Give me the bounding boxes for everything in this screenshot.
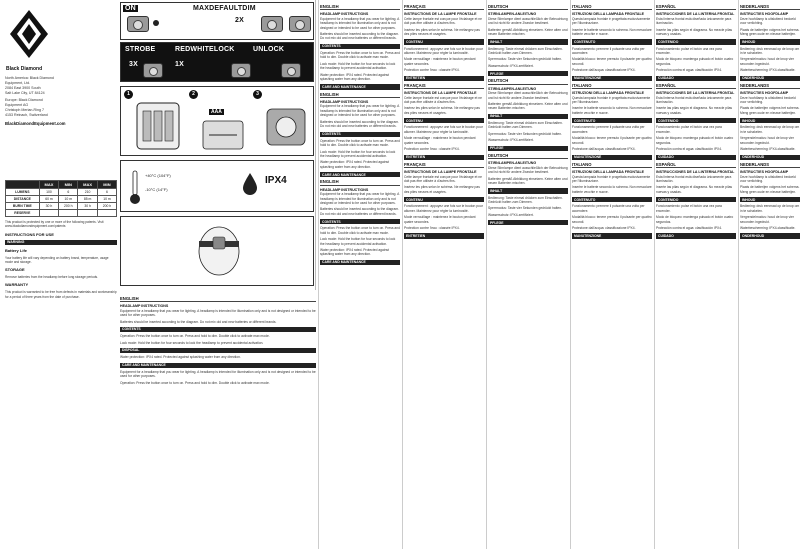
column-paragraph: Protección contra el agua: clasificación IPX4.: [656, 68, 722, 73]
column-paragraph: Cette lampe frontale est conçue pour l'éclairage et ne doit pas être utilisée à d'autres fins.: [404, 16, 482, 26]
column-divider: [318, 0, 319, 549]
table-cell: 200 h: [59, 203, 78, 210]
section-bar: CONTENU: [404, 118, 484, 123]
column-title: INSTRUCTIONS DE LA LAMPE FRONTALE: [404, 170, 477, 175]
column-paragraph: Vergrendelmodus: houd de knop vier seconden ingedrukt.: [740, 57, 794, 66]
column-paragraph: Equipment for a headlamp that you wear for lighting. A headlamp is intended for illumination only and is not designed or intended to be used for other purposes.: [120, 369, 316, 379]
language-heading: FRANÇAIS: [404, 163, 484, 168]
column-paragraph: Cette lampe frontale est conçue pour l'éclairage et ne doit pas être utilisée à d'autres fins.: [404, 174, 482, 183]
headlamp-illustration: [289, 16, 311, 32]
column-paragraph: Bediening: druk eenmaal op de knop om in te schakelen.: [740, 125, 800, 134]
table-header-cell: [6, 181, 40, 189]
column-paragraph: Batteries should be inserted according to the diagram. Do not mix old and new batteries or different brands.: [320, 32, 399, 41]
column-paragraph: Water protection: IPX4 rated. Protected against splashing water from any direction.: [320, 72, 389, 82]
column-title: STIRNLAMPEN-ANLEITUNG: [488, 86, 537, 91]
mode-3x-label: 3X: [129, 61, 138, 68]
section-text: Remove batteries from the headlamp before long storage periods.: [5, 275, 99, 280]
section-bar: PFLEGE: [488, 71, 568, 76]
battery-compartment-icon: [135, 101, 181, 151]
column-paragraph: Esta linterna frontal está diseñada únicamente para iluminación.: [656, 174, 732, 183]
column-paragraph: Wasserschutz: IPX4-zertifiziert.: [488, 63, 534, 68]
lens-icon: [237, 67, 246, 76]
column-paragraph: Inserte las pilas según el diagrama. No mezcle pilas nuevas y usadas.: [656, 185, 733, 194]
column-title: HEADLAMP INSTRUCTIONS: [320, 12, 369, 17]
language-heading: ENGLISH: [120, 297, 316, 302]
column-title: ISTRUZIONI DELLA LAMPADA FRONTALE: [572, 91, 645, 96]
mode-panel-on: [120, 2, 314, 40]
instructions-title: INSTRUCTIONS FOR USE: [5, 231, 54, 237]
table-cell: DISTANCE: [6, 196, 40, 203]
water-drop-icon: [241, 171, 259, 195]
section-head: Battery Life: [5, 247, 28, 253]
column-paragraph: Diese Stirnlampe dient ausschließlich der Beleuchtung und ist nicht für andere Zwecke bestimmt.: [488, 165, 568, 175]
column-paragraph: Batterien gemäß Abbildung einsetzen. Keine alten und neuen Batterien mischen.: [488, 27, 568, 37]
column-paragraph: Diese Stirnlampe dient ausschließlich der Beleuchtung und ist nicht für andere Zwecke bestimmt.: [488, 16, 568, 26]
column-paragraph: Batterien gemäß Abbildung einsetzen. Keine alten und neuen Batterien mischen.: [488, 176, 568, 185]
column-paragraph: Bediening: druk eenmaal op de knop om in te schakelen.: [740, 204, 800, 213]
instruction-column-lower: [120, 294, 316, 546]
section-bar: CONTENTS: [320, 44, 400, 49]
section-bar: MANUTENZIONE: [572, 76, 652, 81]
column-paragraph: Protection contre l'eau : classée IPX4.: [404, 225, 460, 230]
temperature-range: [145, 173, 171, 193]
headlamp-illustration: [261, 16, 283, 32]
table-cell: BURN TIME: [6, 203, 40, 210]
section-bar: CARE AND MAINTENANCE: [320, 172, 400, 177]
section-bar: CUIDADO: [656, 76, 736, 81]
section-bar: CARE AND MAINTENANCE: [120, 363, 316, 368]
column-title: INSTRUCTIONS DE LA LAMPE FRONTALE: [404, 91, 477, 96]
column-paragraph: Modo de bloqueo: mantenga pulsado el botón cuatro segundos.: [656, 215, 734, 224]
section-bar: PFLEGE: [488, 220, 568, 225]
section-bar: CONTENTS: [320, 132, 400, 137]
column-paragraph: Deze hoofdlamp is uitsluitend bedoeld voor verlichting.: [740, 16, 796, 26]
head-diagram-panel: [120, 216, 314, 286]
column-paragraph: Funzionamento: premere il pulsante una volta per accendere.: [572, 46, 645, 56]
column-paragraph: Operation: Press the button once to turn on. Press and hold to dim. Double click to activate max mode.: [320, 51, 400, 60]
section-bar: INHALT: [488, 188, 568, 193]
column-title: INSTRUCTIONS DE LA LAMPE FRONTALE: [404, 12, 477, 17]
column-paragraph: Inserire le batterie secondo lo schema. Non mescolare batterie vecchie e nuove.: [572, 27, 652, 37]
battery-steps-panel: [120, 86, 314, 156]
column-title: INSTRUCCIONES DE LA LINTERNA FRONTAL: [656, 91, 735, 96]
column-paragraph: Sperrmodus: Taste vier Sekunden gedrückt halten.: [488, 57, 562, 62]
language-heading: ESPAÑOL: [656, 84, 736, 89]
instruction-column: [656, 2, 736, 549]
mode-maxdefaultdim-label: MAXDEFAULTDIM: [193, 5, 256, 12]
head-with-headlamp-icon: [191, 223, 247, 281]
mode-panel-strobe: [120, 42, 314, 82]
table-cell: [97, 210, 116, 217]
headlamp-illustration: [127, 16, 149, 32]
patent-footnote: This product is protected by one or more of the following patents. Visit www.blackdiamondequipment.com/patents: [5, 220, 104, 229]
section-bar: CUIDADO: [656, 155, 736, 160]
column-paragraph: Vergrendelmodus: houd de knop vier seconden ingedrukt.: [740, 215, 794, 224]
language-heading: NEDERLANDS: [740, 5, 800, 10]
brand-name: Black Diamond: [6, 66, 43, 72]
column-divider: [402, 0, 403, 549]
table-cell: 85 m: [78, 196, 98, 203]
column-divider: [654, 0, 655, 549]
column-paragraph: Wasserschutz: IPX4-zertifiziert.: [488, 138, 534, 143]
column-paragraph: Funcionamiento: pulse el botón una vez para encender.: [656, 125, 722, 134]
column-title: INSTRUCTIES HOOFDLAMP: [740, 12, 789, 17]
lumen-spec-table: [5, 180, 117, 217]
table-header-cell: MAX: [78, 181, 98, 189]
black-diamond-logo-icon: [8, 8, 50, 60]
column-paragraph: Lock mode: Hold the button for four seconds to lock the headlamp to prevent accidental activation.: [120, 340, 264, 345]
column-paragraph: Protection contre l'eau : classée IPX4.: [404, 68, 460, 73]
temp-min: -10°C (14°F): [145, 187, 168, 192]
column-title: INSTRUCTIES HOOFDLAMP: [740, 91, 789, 96]
column-paragraph: Bedienung: Taste einmal drücken zum Einschalten. Gedrückt halten zum Dimmen.: [488, 195, 563, 204]
table-header-cell: MIN: [59, 181, 78, 189]
temperature-panel: [120, 160, 314, 212]
address-line: North America: Black Diamond Equipment, Ltd.: [5, 76, 54, 85]
column-paragraph: Diese Stirnlampe dient ausschließlich der Beleuchtung und ist nicht für andere Zwecke bestimmt.: [488, 91, 568, 100]
table-row: [6, 210, 117, 217]
column-paragraph: Sperrmodus: Taste vier Sekunden gedrückt halten.: [488, 131, 562, 136]
table-cell: 200 h: [97, 203, 116, 210]
column-divider: [486, 0, 487, 549]
table-cell: [59, 210, 78, 217]
temp-max: +40°C (104°F): [145, 173, 171, 178]
table-row: [6, 203, 117, 210]
language-heading: ITALIANO: [572, 5, 652, 10]
column-paragraph: Equipment for a headlamp that you wear for lighting. A headlamp is intended for illumination only and is not designed or intended to be used for other purposes.: [120, 308, 316, 318]
column-paragraph: Esta linterna frontal está diseñada únicamente para iluminación.: [656, 16, 732, 26]
column-paragraph: Mode verrouillage : maintenez le bouton pendant quatre secondes.: [404, 215, 476, 224]
column-title: HEADLAMP INSTRUCTIONS: [320, 100, 369, 105]
warning-bar: WARNING: [5, 240, 117, 245]
section-head: WARRANTY: [5, 282, 29, 288]
column-paragraph: Inserte las pilas según el diagrama. No mezcle pilas nuevas y usadas.: [656, 106, 733, 115]
section-bar: CARE AND MAINTENANCE: [320, 84, 400, 89]
language-heading: ENGLISH: [320, 93, 400, 98]
table-header-cell: MAX: [39, 181, 59, 189]
section-bar: ONDERHOUD: [740, 233, 800, 238]
table-header-cell: MIN: [97, 181, 116, 189]
table-row: [6, 189, 117, 196]
section-text: Your battery life will vary depending on battery brand, temperature, usage mode and storage.: [5, 255, 109, 264]
section-bar: ENTRETIEN: [404, 233, 484, 238]
section-bar: INHALT: [488, 39, 568, 44]
column-paragraph: Plaats de batterijen volgens het schema. Meng geen oude en nieuwe batterijen.: [740, 106, 800, 115]
column-paragraph: Modo de bloqueo: mantenga pulsado el botón cuatro segundos.: [656, 136, 734, 145]
column-paragraph: Water protection: IPX4 rated. Protected against splashing water from any direction.: [120, 355, 241, 360]
language-heading: DEUTSCH: [488, 154, 568, 159]
column-paragraph: Modalità blocco: tenere premuto il pulsante per quattro secondi.: [572, 136, 652, 145]
column-paragraph: Protección contra el agua: clasificación IPX4.: [656, 147, 722, 152]
section-bar: PFLEGE: [488, 146, 568, 151]
address-line: Europe: Black Diamond Equipment AG: [5, 98, 43, 107]
address-line: 4153 Reinach, Switzerland: [5, 113, 48, 117]
column-paragraph: Modalità blocco: tenere premuto il pulsante per quattro secondi.: [572, 215, 652, 224]
section-bar: CONTENUTO: [572, 118, 652, 123]
column-paragraph: Funzionamento: premere il pulsante una volta per accendere.: [572, 204, 645, 213]
column-paragraph: Funcionamiento: pulse el botón una vez para encender.: [656, 46, 722, 56]
column-paragraph: Bedienung: Taste einmal drücken zum Einschalten. Gedrückt halten zum Dimmen.: [488, 46, 563, 56]
mode-redwhitelock-label: REDWHITELOCK: [175, 46, 235, 53]
column-paragraph: Equipment for a headlamp that you wear for lighting. A headlamp is intended for illumination only and is not designed or intended to be used for other purposes.: [320, 104, 400, 118]
column-paragraph: Waterbescherming: IPX4-classificatie.: [740, 147, 796, 152]
brand-address: [5, 76, 66, 126]
step-number: 3: [253, 90, 262, 99]
section-bar: INHALT: [488, 114, 568, 119]
language-heading: ESPAÑOL: [656, 163, 736, 168]
instruction-column: [404, 2, 484, 549]
column-paragraph: Esta linterna frontal está diseñada únicamente para iluminación.: [656, 95, 732, 105]
battery-insert-icon: [201, 119, 245, 151]
language-heading: ENGLISH: [320, 5, 400, 10]
column-divider: [738, 0, 739, 549]
section-bar: CARE AND MAINTENANCE: [320, 260, 400, 265]
column-paragraph: Deze hoofdlamp is uitsluitend bedoeld voor verlichting.: [740, 174, 796, 183]
headlamp-illustration: [281, 63, 301, 78]
column-title: INSTRUCTIES HOOFDLAMP: [740, 170, 789, 175]
column-paragraph: Bedienung: Taste einmal drücken zum Einschalten. Gedrückt halten zum Dimmen.: [488, 121, 563, 130]
step-number: 2: [189, 90, 198, 99]
instruction-column: [488, 2, 568, 549]
section-bar: ONDERHOUD: [740, 76, 800, 81]
column-paragraph: Lock mode: Hold the button for four seconds to lock the headlamp to prevent accidental activation.: [320, 237, 396, 246]
language-heading: NEDERLANDS: [740, 163, 800, 168]
column-paragraph: Batteries should be inserted according to the diagram. Do not mix old and new batteries or different brands.: [120, 319, 277, 324]
lens-icon: [267, 20, 277, 30]
section-bar: CONTENUTO: [572, 39, 652, 44]
mode-2x-label: 2X: [235, 17, 244, 24]
lens-icon: [295, 20, 305, 30]
left-spec-section: [5, 180, 117, 299]
section-bar: ONDERHOUD: [740, 155, 800, 160]
column-paragraph: Batteries should be inserted according to the diagram. Do not mix old and new batteries or different brands.: [320, 119, 399, 129]
section-bar: MANUTENZIONE: [572, 233, 652, 238]
thermometer-icon: [129, 169, 141, 205]
column-title: STIRNLAMPEN-ANLEITUNG: [488, 12, 537, 17]
column-title: HEADLAMP INSTRUCTIONS: [320, 187, 369, 192]
column-paragraph: Protezione dall'acqua: classificazione IPX4.: [572, 68, 636, 73]
column-paragraph: Equipment for a headlamp that you wear for lighting. A headlamp is intended for illumination only and is not designed or intended to be used for other purposes.: [320, 16, 400, 30]
mode-1x-label: 1X: [175, 61, 184, 68]
section-bar: CONTENIDO: [656, 118, 736, 123]
instruction-column: [572, 2, 652, 549]
column-paragraph: Modalità blocco: tenere premuto il pulsante per quattro secondi.: [572, 57, 652, 66]
illustration-panel: [118, 0, 316, 290]
column-paragraph: Questa lampada frontale è progettata esclusivamente per l'illuminazione.: [572, 95, 651, 105]
column-title: ISTRUZIONI DELLA LAMPADA FRONTALE: [572, 170, 645, 175]
column-paragraph: Insérez les piles selon le schéma. Ne mélangez pas des piles neuves et usagées.: [404, 106, 480, 115]
headlamp-illustration: [143, 63, 163, 78]
section-bar: CONTENUTO: [572, 197, 652, 202]
section-text: This product is warranted to be free from defects in materials and workmanship for a period of three years from the date of purchase.: [5, 290, 117, 299]
section-bar: ENTRETIEN: [404, 76, 484, 81]
table-cell: 10 m: [97, 196, 116, 203]
instruction-column: [740, 2, 800, 549]
section-bar: MANUTENZIONE: [572, 155, 652, 160]
website-link[interactable]: BlackDiamondEquipment.com: [5, 121, 66, 126]
column-paragraph: Fonctionnement : appuyez une fois sur le bouton pour allumer. Maintenez pour régler la luminosité.: [404, 204, 483, 213]
table-cell: RESERVE: [6, 210, 40, 217]
table-cell: 10 m: [59, 196, 78, 203]
column-paragraph: Fonctionnement : appuyez une fois sur le bouton pour allumer. Maintenez pour régler la luminosité.: [404, 125, 483, 134]
section-bar: INHOUD: [740, 197, 800, 202]
column-paragraph: Waterbescherming: IPX4-classificatie.: [740, 225, 796, 230]
table-row: [6, 196, 117, 203]
language-heading: ESPAÑOL: [656, 5, 736, 10]
column-title: STIRNLAMPEN-ANLEITUNG: [488, 161, 537, 166]
column-paragraph: Protection contre l'eau : classée IPX4.: [404, 147, 460, 152]
column-title: INSTRUCCIONES DE LA LINTERNA FRONTAL: [656, 170, 735, 175]
table-cell: 6: [97, 189, 116, 196]
lens-icon: [149, 67, 158, 76]
section-bar: CONTENTS: [120, 327, 316, 332]
column-paragraph: Protezione dall'acqua: classificazione IPX4.: [572, 225, 636, 230]
column-paragraph: Plaats de batterijen volgens het schema. Meng geen oude en nieuwe batterijen.: [740, 185, 800, 194]
column-paragraph: Modo de bloqueo: mantenga pulsado el botón cuatro segundos.: [656, 57, 734, 66]
mode-on-label: ON: [125, 5, 136, 12]
column-title: INSTRUCCIONES DE LA LINTERNA FRONTAL: [656, 12, 735, 17]
table-cell: 6: [59, 189, 78, 196]
table-cell: 60 m: [39, 196, 59, 203]
column-paragraph: Equipment for a headlamp that you wear for lighting. A headlamp is intended for illumination only and is not designed or intended to be used for other purposes.: [320, 192, 400, 205]
table-cell: [39, 210, 59, 217]
section-bar: INHOUD: [740, 39, 800, 44]
column-paragraph: Mode verrouillage : maintenez le bouton pendant quatre secondes.: [404, 57, 476, 66]
table-cell: [78, 210, 98, 217]
column-paragraph: Cette lampe frontale est conçue pour l'éclairage et ne doit pas être utilisée à d'autres fins.: [404, 95, 482, 105]
table-header-row: [6, 181, 117, 189]
column-paragraph: Water protection: IPX4 rated. Protected against splashing water from any direction.: [320, 247, 389, 257]
column-paragraph: Lock mode: Hold the button for four seconds to lock the headlamp to prevent accidental activation.: [320, 149, 396, 158]
column-paragraph: Mode verrouillage : maintenez le bouton pendant quatre secondes.: [404, 136, 476, 145]
column-paragraph: Batteries should be inserted according to the diagram. Do not mix old and new batteries or different brands.: [320, 207, 399, 216]
language-heading: FRANÇAIS: [404, 84, 484, 89]
column-paragraph: Batterien gemäß Abbildung einsetzen. Keine alten und neuen Batterien mischen.: [488, 102, 568, 111]
language-heading: FRANÇAIS: [404, 5, 484, 10]
column-paragraph: Protección contra el agua: clasificación IPX4.: [656, 225, 722, 230]
section-bar: DISPOSAL: [120, 348, 316, 353]
column-paragraph: Lock mode: Hold the button for four seconds to lock the headlamp to prevent accidental activation.: [320, 61, 396, 71]
column-paragraph: Funcionamiento: pulse el botón una vez para encender.: [656, 204, 722, 213]
column-paragraph: Operation: Press the button once to turn on. Press and hold to dim. Double click to activate max mode.: [120, 380, 270, 385]
section-bar: CONTENU: [404, 39, 484, 44]
table-cell: 30 h: [78, 203, 98, 210]
column-paragraph: Inserire le batterie secondo lo schema. Non mescolare batterie vecchie e nuove.: [572, 106, 652, 115]
section-bar: INHOUD: [740, 118, 800, 123]
headlamp-open-icon: [263, 103, 309, 151]
column-paragraph: Sperrmodus: Taste vier Sekunden gedrückt halten.: [488, 206, 562, 211]
address-line: Christoph Merian-Ring 7: [5, 108, 44, 112]
column-paragraph: Vergrendelmodus: houd de knop vier seconden ingedrukt.: [740, 136, 794, 145]
language-heading: DEUTSCH: [488, 79, 568, 84]
column-paragraph: Bediening: druk eenmaal op de knop om in te schakelen.: [740, 46, 800, 56]
section-bar: ENTRETIEN: [404, 155, 484, 160]
headlamp-illustration: [231, 63, 251, 78]
language-heading: NEDERLANDS: [740, 84, 800, 89]
table-cell: 100: [39, 189, 59, 196]
section-bar: CONTENTS: [320, 219, 400, 224]
lens-icon: [287, 67, 296, 76]
section-bar: CONTENU: [404, 197, 484, 202]
address-line: 2084 East 3900 South: [5, 86, 41, 90]
language-heading: ENGLISH: [320, 180, 400, 185]
section-bar: CONTENIDO: [656, 39, 736, 44]
section-bar: CUIDADO: [656, 233, 736, 238]
mode-unlock-label: UNLOCK: [253, 46, 285, 53]
table-cell: 210: [78, 189, 98, 196]
language-heading: ITALIANO: [572, 84, 652, 89]
column-title: ISTRUZIONI DELLA LAMPADA FRONTALE: [572, 12, 645, 17]
mode-strobe-label: STROBE: [125, 46, 156, 53]
column-paragraph: Plaats de batterijen volgens het schema. Meng geen oude en nieuwe batterijen.: [740, 27, 800, 37]
column-paragraph: Water protection: IPX4 rated. Protected against splashing water from any direction.: [320, 160, 389, 169]
button-icon: [153, 20, 159, 26]
language-heading: ITALIANO: [572, 163, 652, 168]
section-bar: CONTENIDO: [656, 197, 736, 202]
column-paragraph: Funzionamento: premere il pulsante una volta per accendere.: [572, 125, 645, 134]
column-paragraph: Insérez les piles selon le schéma. Ne mélangez pas des piles neuves et usagées.: [404, 27, 480, 37]
column-paragraph: Operation: Press the button once to turn on. Press and hold to dim. Double click to activate max mode.: [320, 226, 400, 235]
language-heading: DEUTSCH: [488, 5, 568, 10]
section-head: STORAGE: [5, 267, 25, 273]
column-paragraph: Questa lampada frontale è progettata esclusivamente per l'illuminazione.: [572, 16, 651, 26]
column-paragraph: Fonctionnement : appuyez une fois sur le bouton pour allumer. Maintenez pour régler la luminosité.: [404, 46, 483, 56]
step-number: 1: [124, 90, 133, 99]
instruction-column: [320, 2, 400, 549]
column-paragraph: Inserire le batterie secondo lo schema. Non mescolare batterie vecchie e nuove.: [572, 185, 652, 194]
column-divider: [570, 0, 571, 549]
table-cell: LUMENS: [6, 189, 40, 196]
column-paragraph: Deze hoofdlamp is uitsluitend bedoeld voor verlichting.: [740, 95, 796, 105]
column-paragraph: Waterbescherming: IPX4-classificatie.: [740, 68, 796, 73]
column-paragraph: Inserte las pilas según el diagrama. No mezcle pilas nuevas y usadas.: [656, 27, 733, 37]
table-cell: 30 h: [39, 203, 59, 210]
column-title: HEADLAMP INSTRUCTIONS: [120, 304, 169, 309]
column-paragraph: Operation: Press the button once to turn on. Press and hold to dim. Double click to activate max mode.: [320, 138, 400, 148]
column-paragraph: Questa lampada frontale è progettata esclusivamente per l'illuminazione.: [572, 174, 651, 183]
ipx4-rating: IPX4: [265, 175, 287, 186]
lens-icon: [133, 20, 143, 30]
column-paragraph: Operation: Press the button once to turn on. Press and hold to dim. Double click to activate max mode.: [120, 334, 270, 339]
address-line: Salt Lake City, UT 84124: [5, 91, 45, 95]
column-paragraph: Wasserschutz: IPX4-zertifiziert.: [488, 212, 534, 217]
column-paragraph: Insérez les piles selon le schéma. Ne mélangez pas des piles neuves et usagées.: [404, 185, 480, 194]
battery-label: AAA: [211, 109, 222, 115]
column-paragraph: Protezione dall'acqua: classificazione IPX4.: [572, 147, 636, 152]
